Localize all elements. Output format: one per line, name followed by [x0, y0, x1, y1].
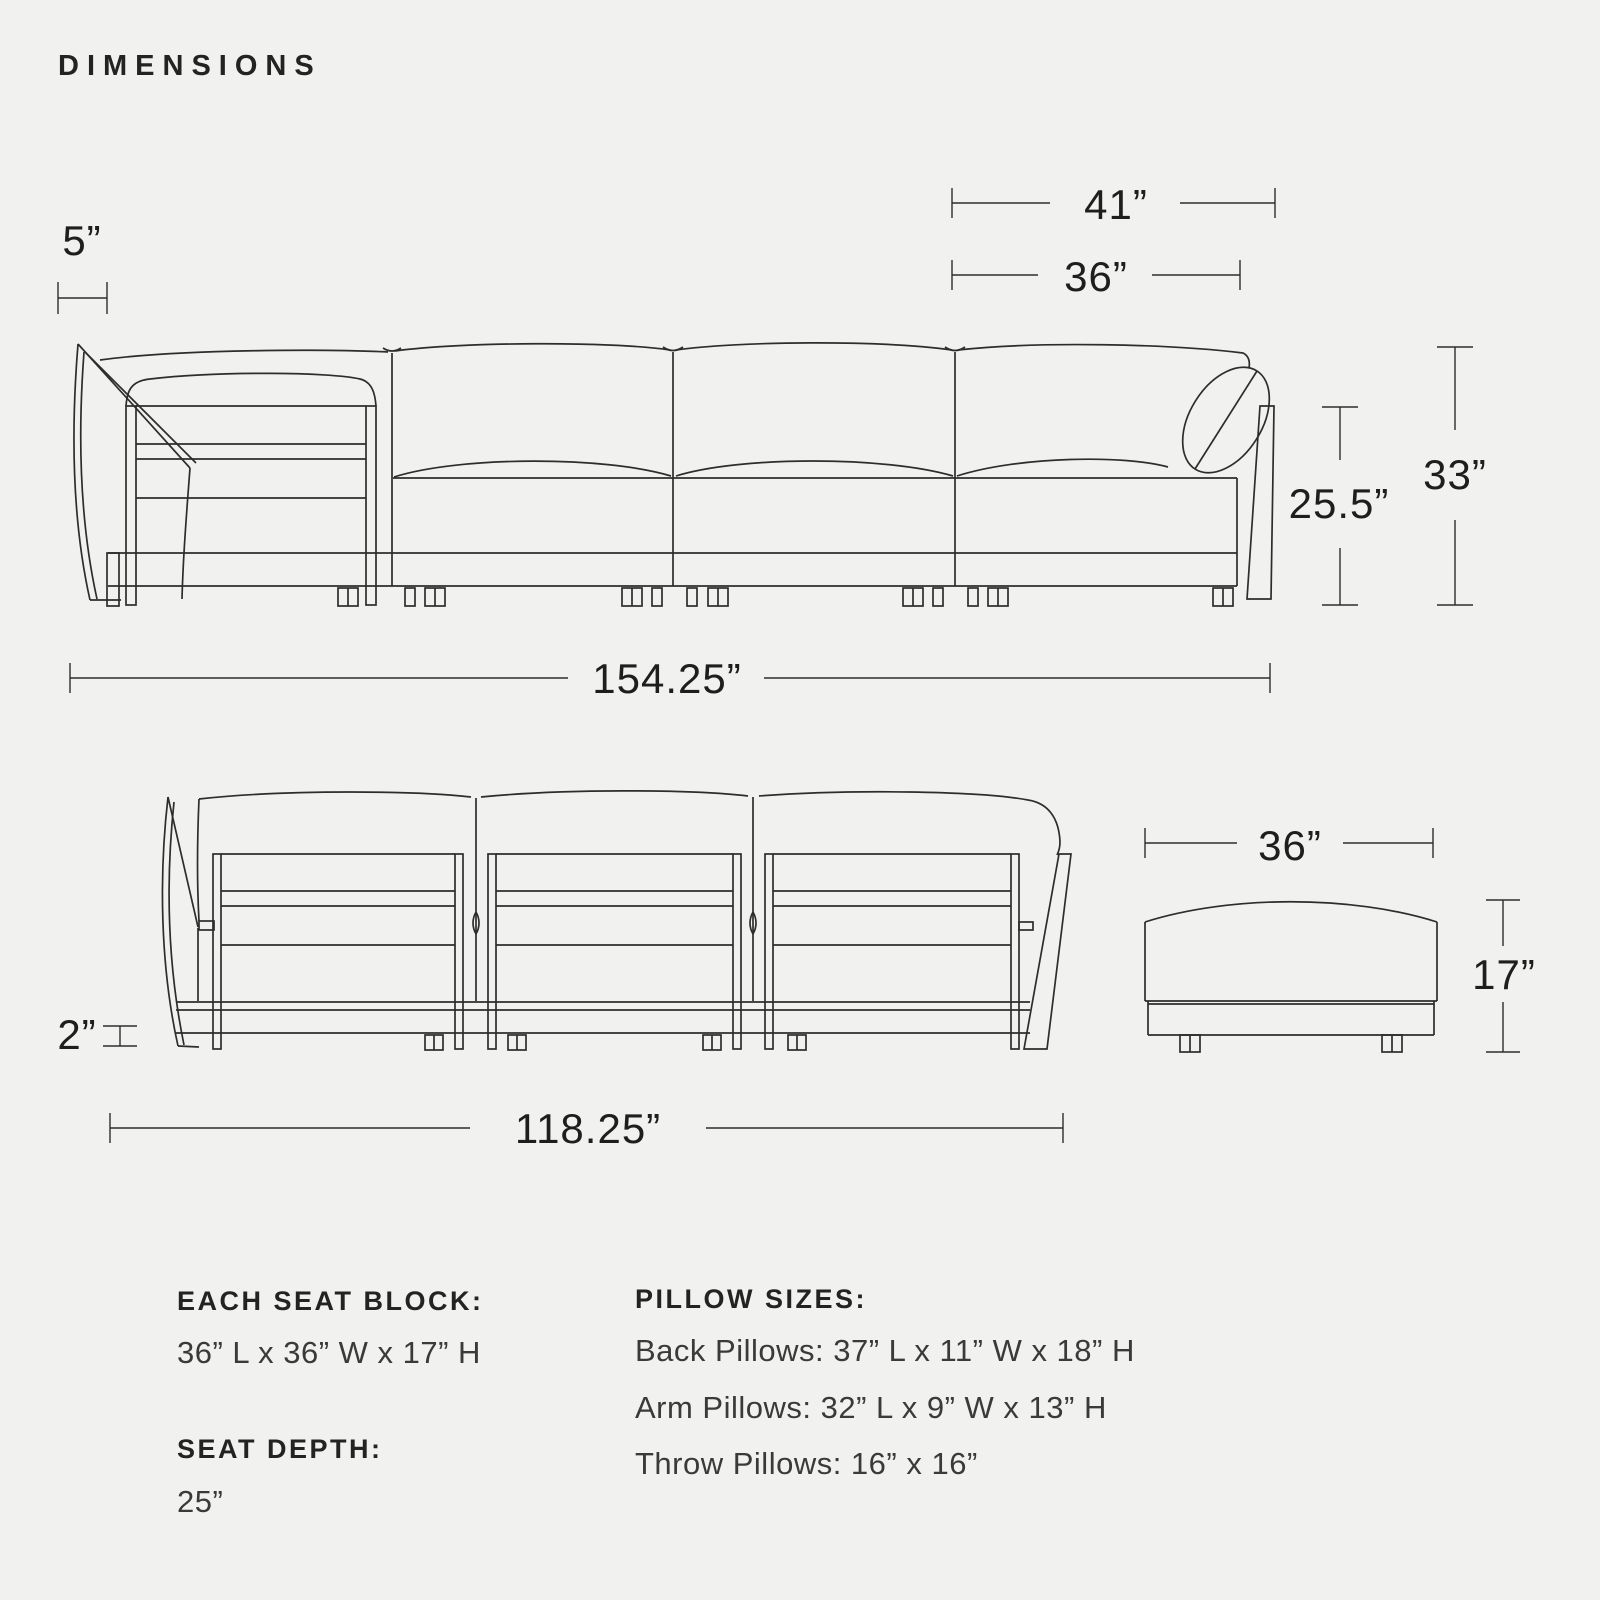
seat-block-heading: EACH SEAT BLOCK:	[177, 1286, 484, 1316]
dim-label-arm-depth: 5”	[62, 217, 102, 264]
pillow-sizes-back: Back Pillows: 37” L x 11” W x 18” H	[635, 1333, 1135, 1368]
ottoman-legs	[1180, 1035, 1402, 1052]
seat-depth-heading: SEAT DEPTH:	[177, 1434, 383, 1464]
ottoman-drawing	[1145, 902, 1437, 1052]
front-view-drawing	[74, 343, 1287, 606]
page-title: DIMENSIONS	[58, 50, 322, 82]
dim-label-ottoman-height: 17”	[1472, 951, 1536, 998]
seat-block-value: 36” L x 36” W x 17” H	[177, 1335, 481, 1370]
pillow-sizes-heading: PILLOW SIZES:	[635, 1284, 867, 1314]
back-view-drawing	[162, 791, 1071, 1050]
back-view-legs	[425, 1035, 806, 1050]
dim-label-back-overall-width: 118.25”	[514, 1105, 662, 1152]
seat-depth-value: 25”	[177, 1484, 224, 1519]
pillow-sizes-arm: Arm Pillows: 32” L x 9” W x 13” H	[635, 1390, 1107, 1425]
front-view-legs	[338, 588, 1233, 606]
dimension-lines	[58, 188, 1520, 1143]
dim-label-ottoman-width: 36”	[1258, 822, 1322, 869]
dim-label-back-height: 25.5”	[1288, 480, 1390, 527]
dim-label-seat-with-arm-width: 41”	[1084, 181, 1148, 228]
bolster-pillow	[1165, 352, 1288, 489]
dim-label-overall-height: 33”	[1423, 451, 1487, 498]
dim-label-overall-width: 154.25”	[592, 655, 742, 702]
dim-label-seat-width: 36”	[1064, 253, 1128, 300]
pillow-sizes-throw: Throw Pillows: 16” x 16”	[635, 1446, 978, 1481]
dim-label-base-height: 2”	[57, 1011, 97, 1058]
